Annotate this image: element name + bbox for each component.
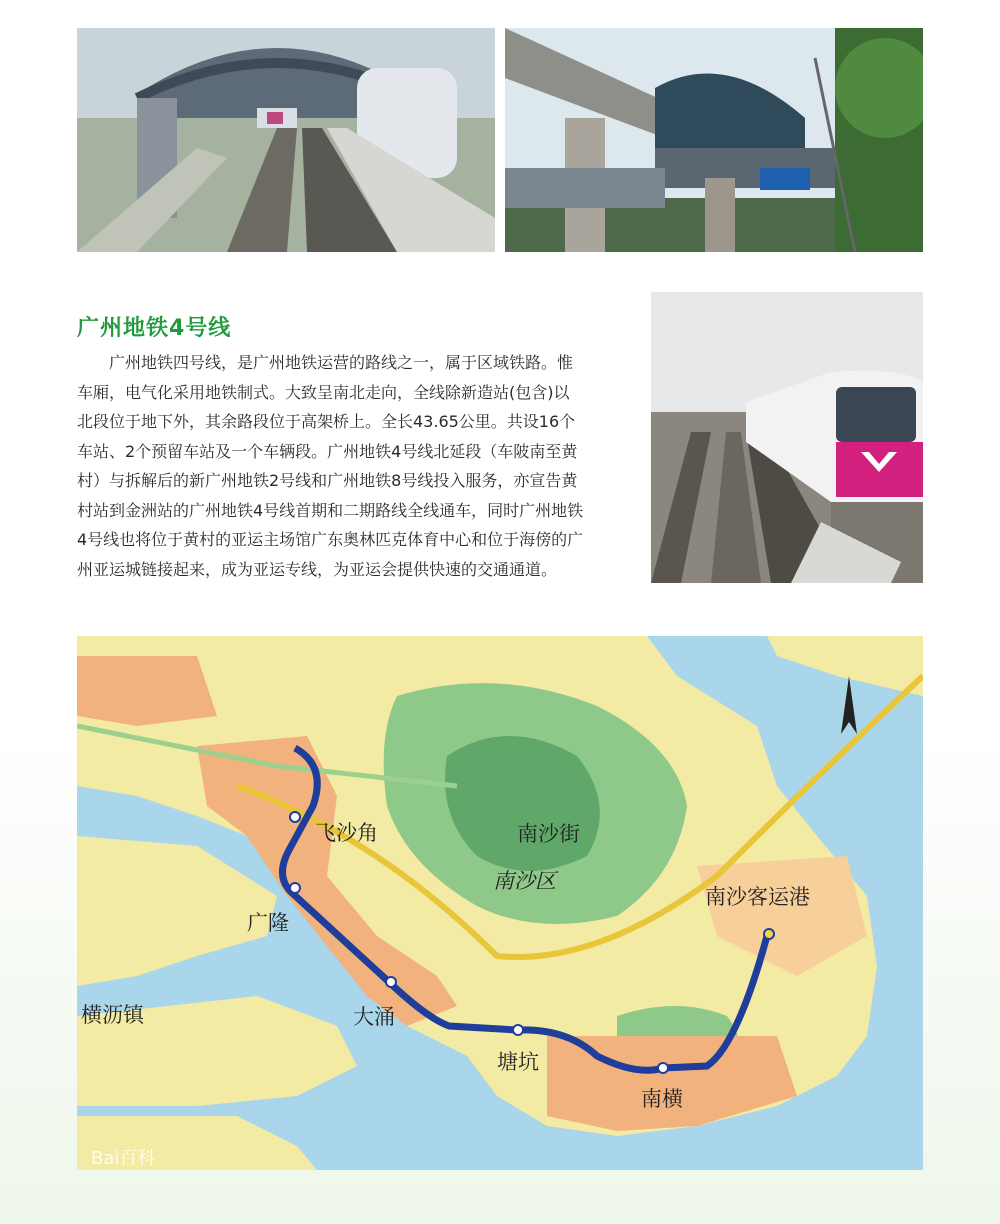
- paragraph-line: 村）与拆解后的新广州地铁2号线和广州地铁8号线投入服务，亦宣告黄: [77, 471, 578, 490]
- label-nanheng: 南横: [641, 1087, 683, 1111]
- elevated-station-photo: [77, 28, 495, 252]
- page-title: 广州地铁4号线: [77, 316, 232, 341]
- label-dachong: 大涌: [353, 1005, 395, 1029]
- paragraph-line: 村站到金洲站的广州地铁4号线首期和二期路线全线通车，同时广州地铁: [77, 500, 584, 520]
- paragraph-line: 车厢，电气化采用地铁制式。大致呈南北走向，全线除新造站(包含)以: [77, 382, 570, 402]
- viaduct-station-photo: [505, 28, 923, 252]
- pink-train-photo: [651, 292, 923, 583]
- nansha-metro-map: [77, 636, 923, 1170]
- station-dachong: [386, 977, 396, 987]
- paragraph-line: 广州地铁四号线，是广州地铁运营的路线之一，属于区域铁路。惟: [109, 353, 574, 372]
- urban-north: [77, 656, 217, 726]
- paragraph-line: 北段位于地下外，其余路段位于高架桥上。全长43.65公里。共设16个: [77, 412, 576, 431]
- label-feishajiao: 飞沙角: [315, 821, 378, 845]
- label-nanshaqu: 南沙区: [493, 869, 556, 893]
- label-guanglong: 广隆: [247, 911, 289, 935]
- label-nansha-kegang: 南沙客运港: [705, 885, 810, 909]
- label-tangkeng: 塘坑: [497, 1050, 539, 1074]
- article-paragraph: [77, 348, 637, 584]
- label-nanshajie: 南沙街: [517, 822, 580, 846]
- paragraph-line: 州亚运城链接起来，成为亚运专线，为亚运会提供快速的交通通道。: [77, 559, 558, 579]
- station-feishajiao: [290, 812, 300, 822]
- label-henglizhen: 横沥镇: [81, 1003, 144, 1027]
- station-guanglong: [290, 883, 300, 893]
- station-tangkeng: [513, 1025, 523, 1035]
- paragraph-line: 车站、2个预留车站及一个车辆段。广州地铁4号线北延段（车陂南至黄: [77, 441, 578, 461]
- station-nanheng: [658, 1063, 668, 1073]
- baidu-watermark: Bai百科: [91, 1148, 156, 1169]
- station-nansha-kegang: [764, 929, 774, 939]
- paragraph-line: 4号线也将位于黄村的亚运主场馆广东奥林匹克体育中心和位于海傍的广: [77, 530, 584, 549]
